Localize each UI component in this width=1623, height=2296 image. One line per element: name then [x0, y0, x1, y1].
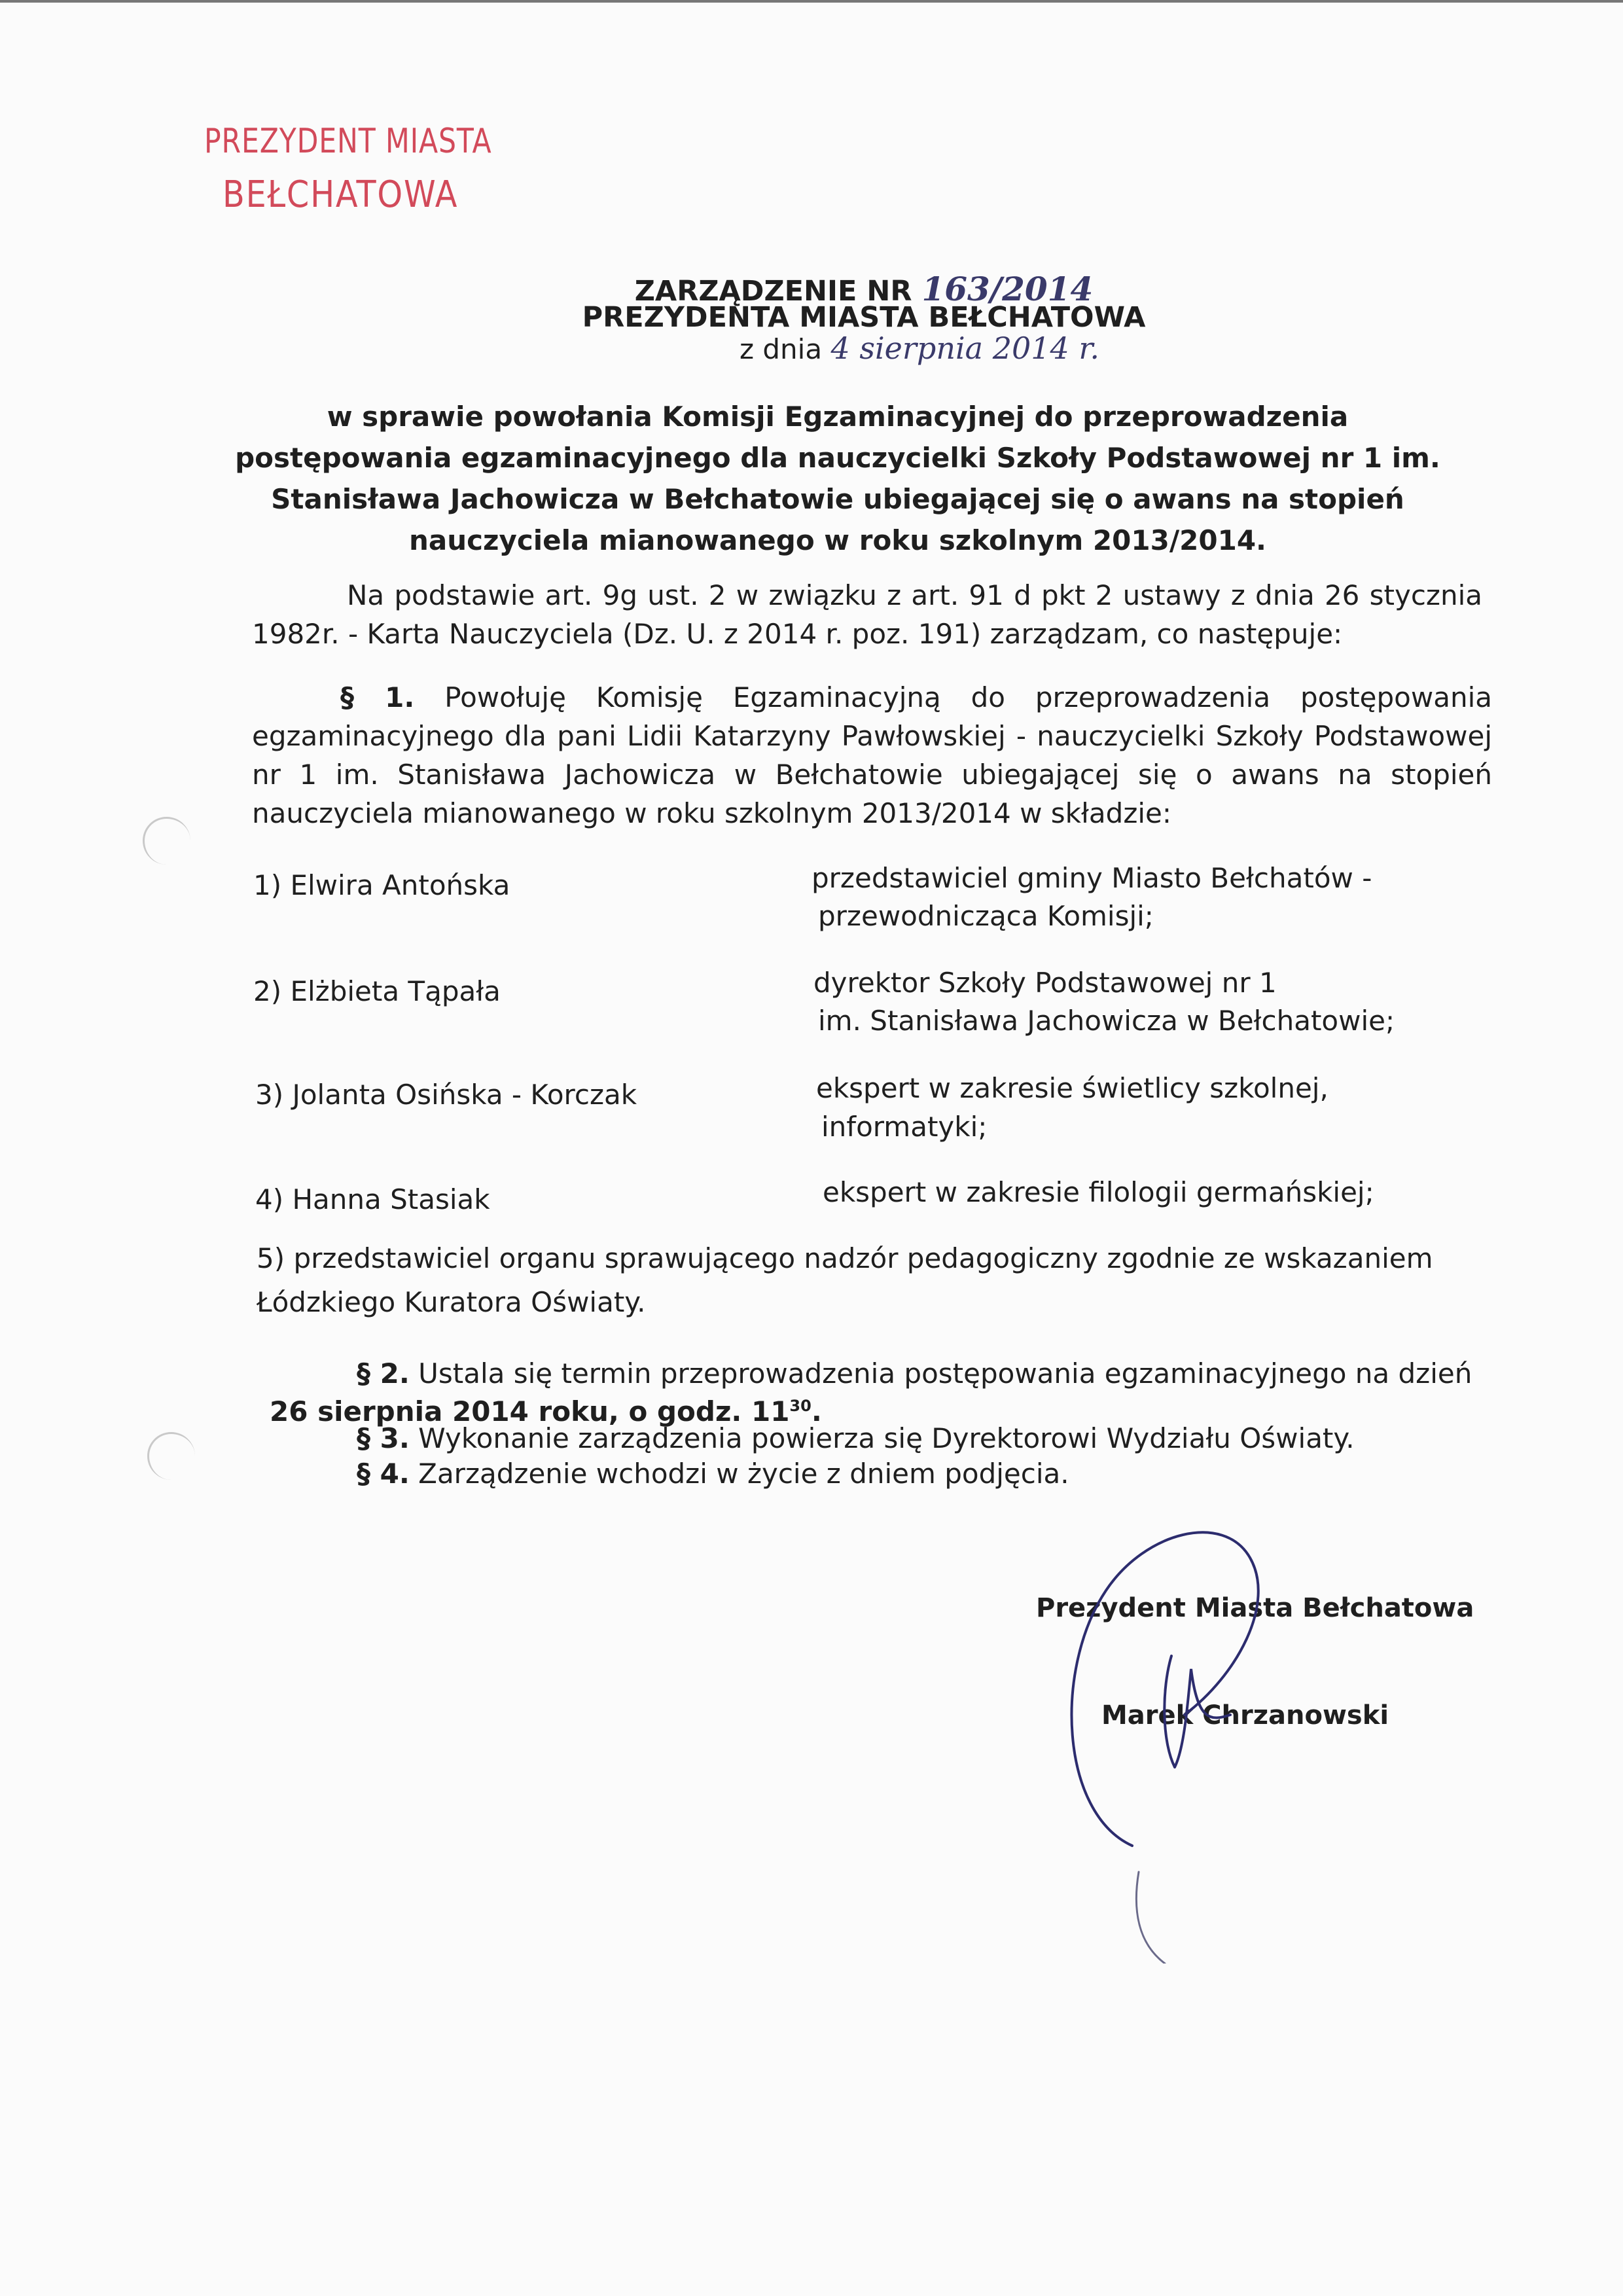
handwritten-signature	[1034, 1505, 1296, 1964]
member-3-role-1: ekspert w zakresie świetlicy szkolnej,	[816, 1072, 1329, 1104]
section-2-date-text: 26 sierpnia 2014 roku, o godz. 11	[270, 1395, 790, 1427]
section-4-text: Zarządzenie wchodzi w życie z dniem podjęcia.	[418, 1458, 1069, 1490]
member-2-role-1: dyrektor Szkoły Podstawowej nr 1	[813, 967, 1277, 999]
member-2-role-2: im. Stanisława Jachowicza w Bełchatowie;	[818, 1005, 1395, 1037]
section-4	[357, 1458, 1069, 1490]
section-2-date-end: .	[811, 1395, 822, 1427]
section-1	[252, 678, 1492, 833]
punch-hole-bottom	[147, 1432, 195, 1480]
signature-title: Prezydent Miasta Bełchatowa	[1036, 1593, 1474, 1623]
member-4-role-1: ekspert w zakresie filologii germańskiej;	[823, 1176, 1374, 1208]
member-3-name: 3) Jolanta Osińska - Korczak	[255, 1079, 637, 1111]
member-3-role-2: informatyki;	[821, 1111, 988, 1143]
member-1-role-2: przewodnicząca Komisji;	[818, 900, 1154, 932]
date-prefix: z dnia	[740, 333, 823, 365]
section-2-text: Ustala się termin przeprowadzenia postępowania egzaminacyjnego na dzień	[418, 1357, 1472, 1390]
signature-name: Marek Chrzanowski	[1101, 1700, 1389, 1731]
section-3-text: Wykonanie zarządzenia powierza się Dyrektorowi Wydziału Oświaty.	[418, 1422, 1355, 1454]
subject: w sprawie powołania Komisji Egzaminacyjnej do przeprowadzenia postępowania egzaminacyjnego dla nauczycielki Szkoły Podstawowej nr 1 im. Stanisława Jachowicza w Bełchatowie ubiegającej się o awans na stopień nauczyciela mianowanego w roku szkolnym 2013/2014.	[235, 401, 1440, 556]
member-2-name: 2) Elżbieta Tąpała	[253, 975, 501, 1007]
order-number-handwritten: 163/2014	[921, 270, 1094, 308]
section-1-label: § 1.	[340, 681, 415, 713]
member-1-name: 1) Elwira Antońska	[253, 869, 510, 901]
section-2-label: § 2.	[357, 1357, 410, 1390]
section-3	[357, 1422, 1355, 1454]
member-5-line-2: Łódzkiego Kuratora Oświaty.	[257, 1286, 646, 1318]
section-1-text: Powołuję Komisję Egzaminacyjną do przeprowadzenia postępowania egzaminacyjnego dla pani Lidii Katarzyny Pawłowskiej - nauczycielki Szkoły Podstawowej nr 1 im. Stanisława Jachowicza w Bełchatowie ubiegającej się o awans na stopień nauczyciela mianowanego w roku szkolnym 2013/2014 w składzie:	[252, 681, 1492, 829]
date-handwritten: 4 sierpnia 2014 r.	[830, 331, 1099, 366]
section-2-time-minutes: 30	[789, 1397, 812, 1415]
legal-basis: Na podstawie art. 9g ust. 2 w związku z art. 91 d pkt 2 ustawy z dnia 26 stycznia 1982r. - Karta Nauczyciela (Dz. U. z 2014 r. poz. 191) zarządzam, co następuje:	[252, 579, 1482, 650]
scan-top-edge	[0, 0, 1623, 3]
stamp-line-1: PREZYDENT MIASTA	[204, 122, 492, 161]
section-3-label: § 3.	[357, 1422, 410, 1454]
date-line	[740, 331, 1099, 366]
punch-hole-top	[143, 817, 190, 865]
stamp-line-2: BEŁCHATOWA	[223, 173, 459, 216]
member-5-line-1: 5) przedstawiciel organu sprawującego nadzór pedagogiczny zgodnie ze wskazaniem	[257, 1242, 1433, 1274]
order-title-prefix: ZARZĄDZENIE NR	[634, 275, 912, 308]
issuer-line: PREZYDENTA MIASTA BEŁCHATOWA	[582, 301, 1146, 334]
section-4-label: § 4.	[357, 1458, 410, 1490]
member-4-name: 4) Hanna Stasiak	[255, 1183, 490, 1215]
member-1-role-1: przedstawiciel gminy Miasto Bełchatów -	[812, 862, 1372, 894]
section-2-line-1	[357, 1357, 1472, 1390]
